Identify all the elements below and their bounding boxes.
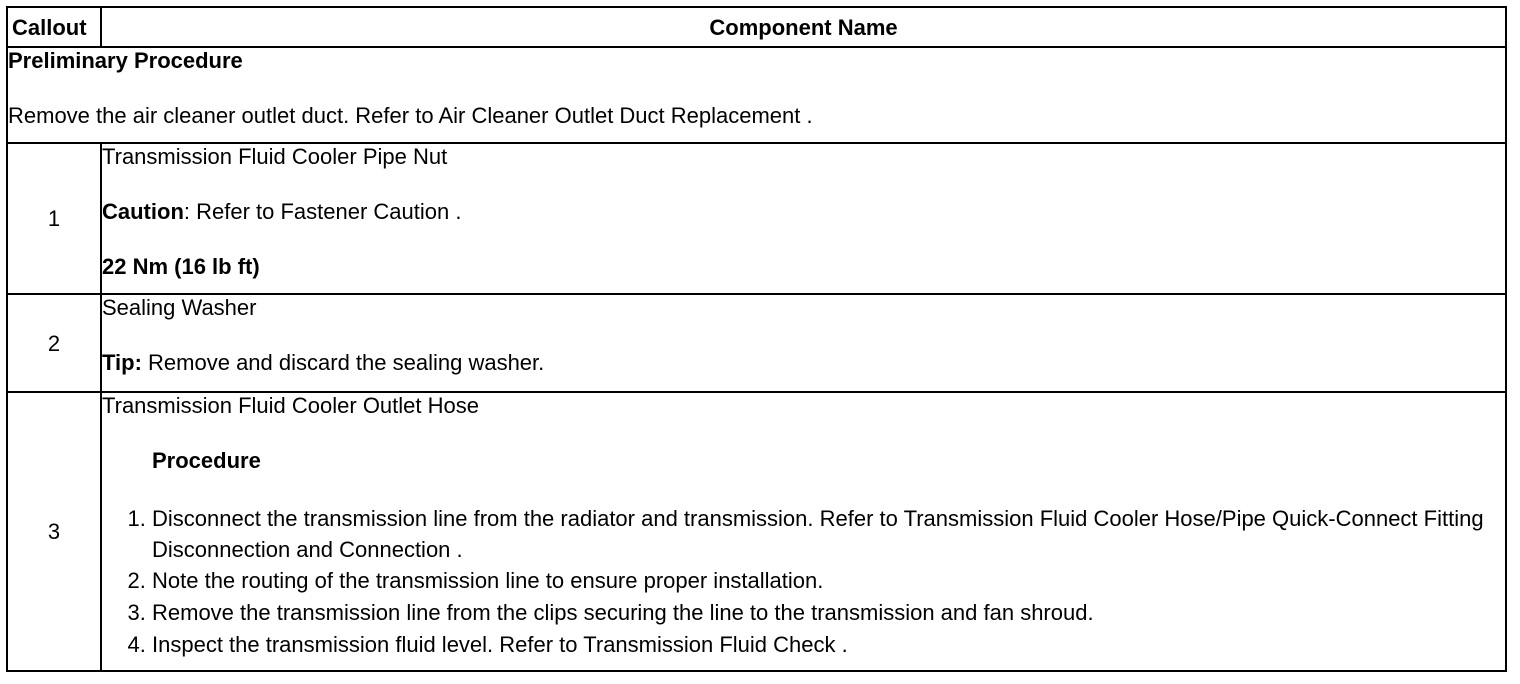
component-cell [101,392,1506,671]
procedure-step: 3. Remove the transmission line from the clips securing the line to the transmission and fan shroud. [152,597,1505,629]
caution-text: : Refer to Fastener Caution . [183,199,462,224]
callout-number: 2 [7,294,101,392]
component-cell [101,143,1506,294]
preliminary-title: Preliminary Procedure [8,48,243,73]
procedure-table [6,6,1507,672]
component-name: Transmission Fluid Cooler Pipe Nut [102,144,448,169]
table-row [7,294,1506,392]
preliminary-text: Remove the air cleaner outlet duct. Refer to Air Cleaner Outlet Duct Replacement . [8,103,813,128]
header-row [7,7,1506,47]
callout-column-header: Callout [7,7,101,47]
procedure-step: 2. Note the routing of the transmission line to ensure proper installation. [152,565,1505,597]
component-name: Sealing Washer [102,295,257,320]
tip-text: Remove and discard the sealing washer. [141,350,545,375]
caution-label: Caution [102,199,184,224]
procedure-step: 4. Inspect the transmission fluid level. Refer to Transmission Fluid Check . [152,629,1505,661]
preliminary-cell [7,47,1506,143]
caution-note [102,199,1505,224]
procedure-step: 1. Disconnect the transmission line from the radiator and transmission. Refer to Transmission Fluid Cooler Hose/Pipe Quick-Connect Fitting Disconnection and Connection . [152,503,1505,565]
procedure-heading: Procedure [152,448,261,473]
preliminary-row [7,47,1506,143]
component-name-column-header: Component Name [101,7,1506,47]
torque-spec: 22 Nm (16 lb ft) [102,254,260,279]
procedure-steps [102,503,1505,661]
tip-note [102,350,1505,375]
table-row [7,392,1506,671]
component-cell [101,294,1506,392]
tip-label: Tip: [102,350,142,375]
table-row [7,143,1506,294]
component-name: Transmission Fluid Cooler Outlet Hose [102,393,479,418]
callout-number: 3 [7,392,101,671]
callout-number: 1 [7,143,101,294]
